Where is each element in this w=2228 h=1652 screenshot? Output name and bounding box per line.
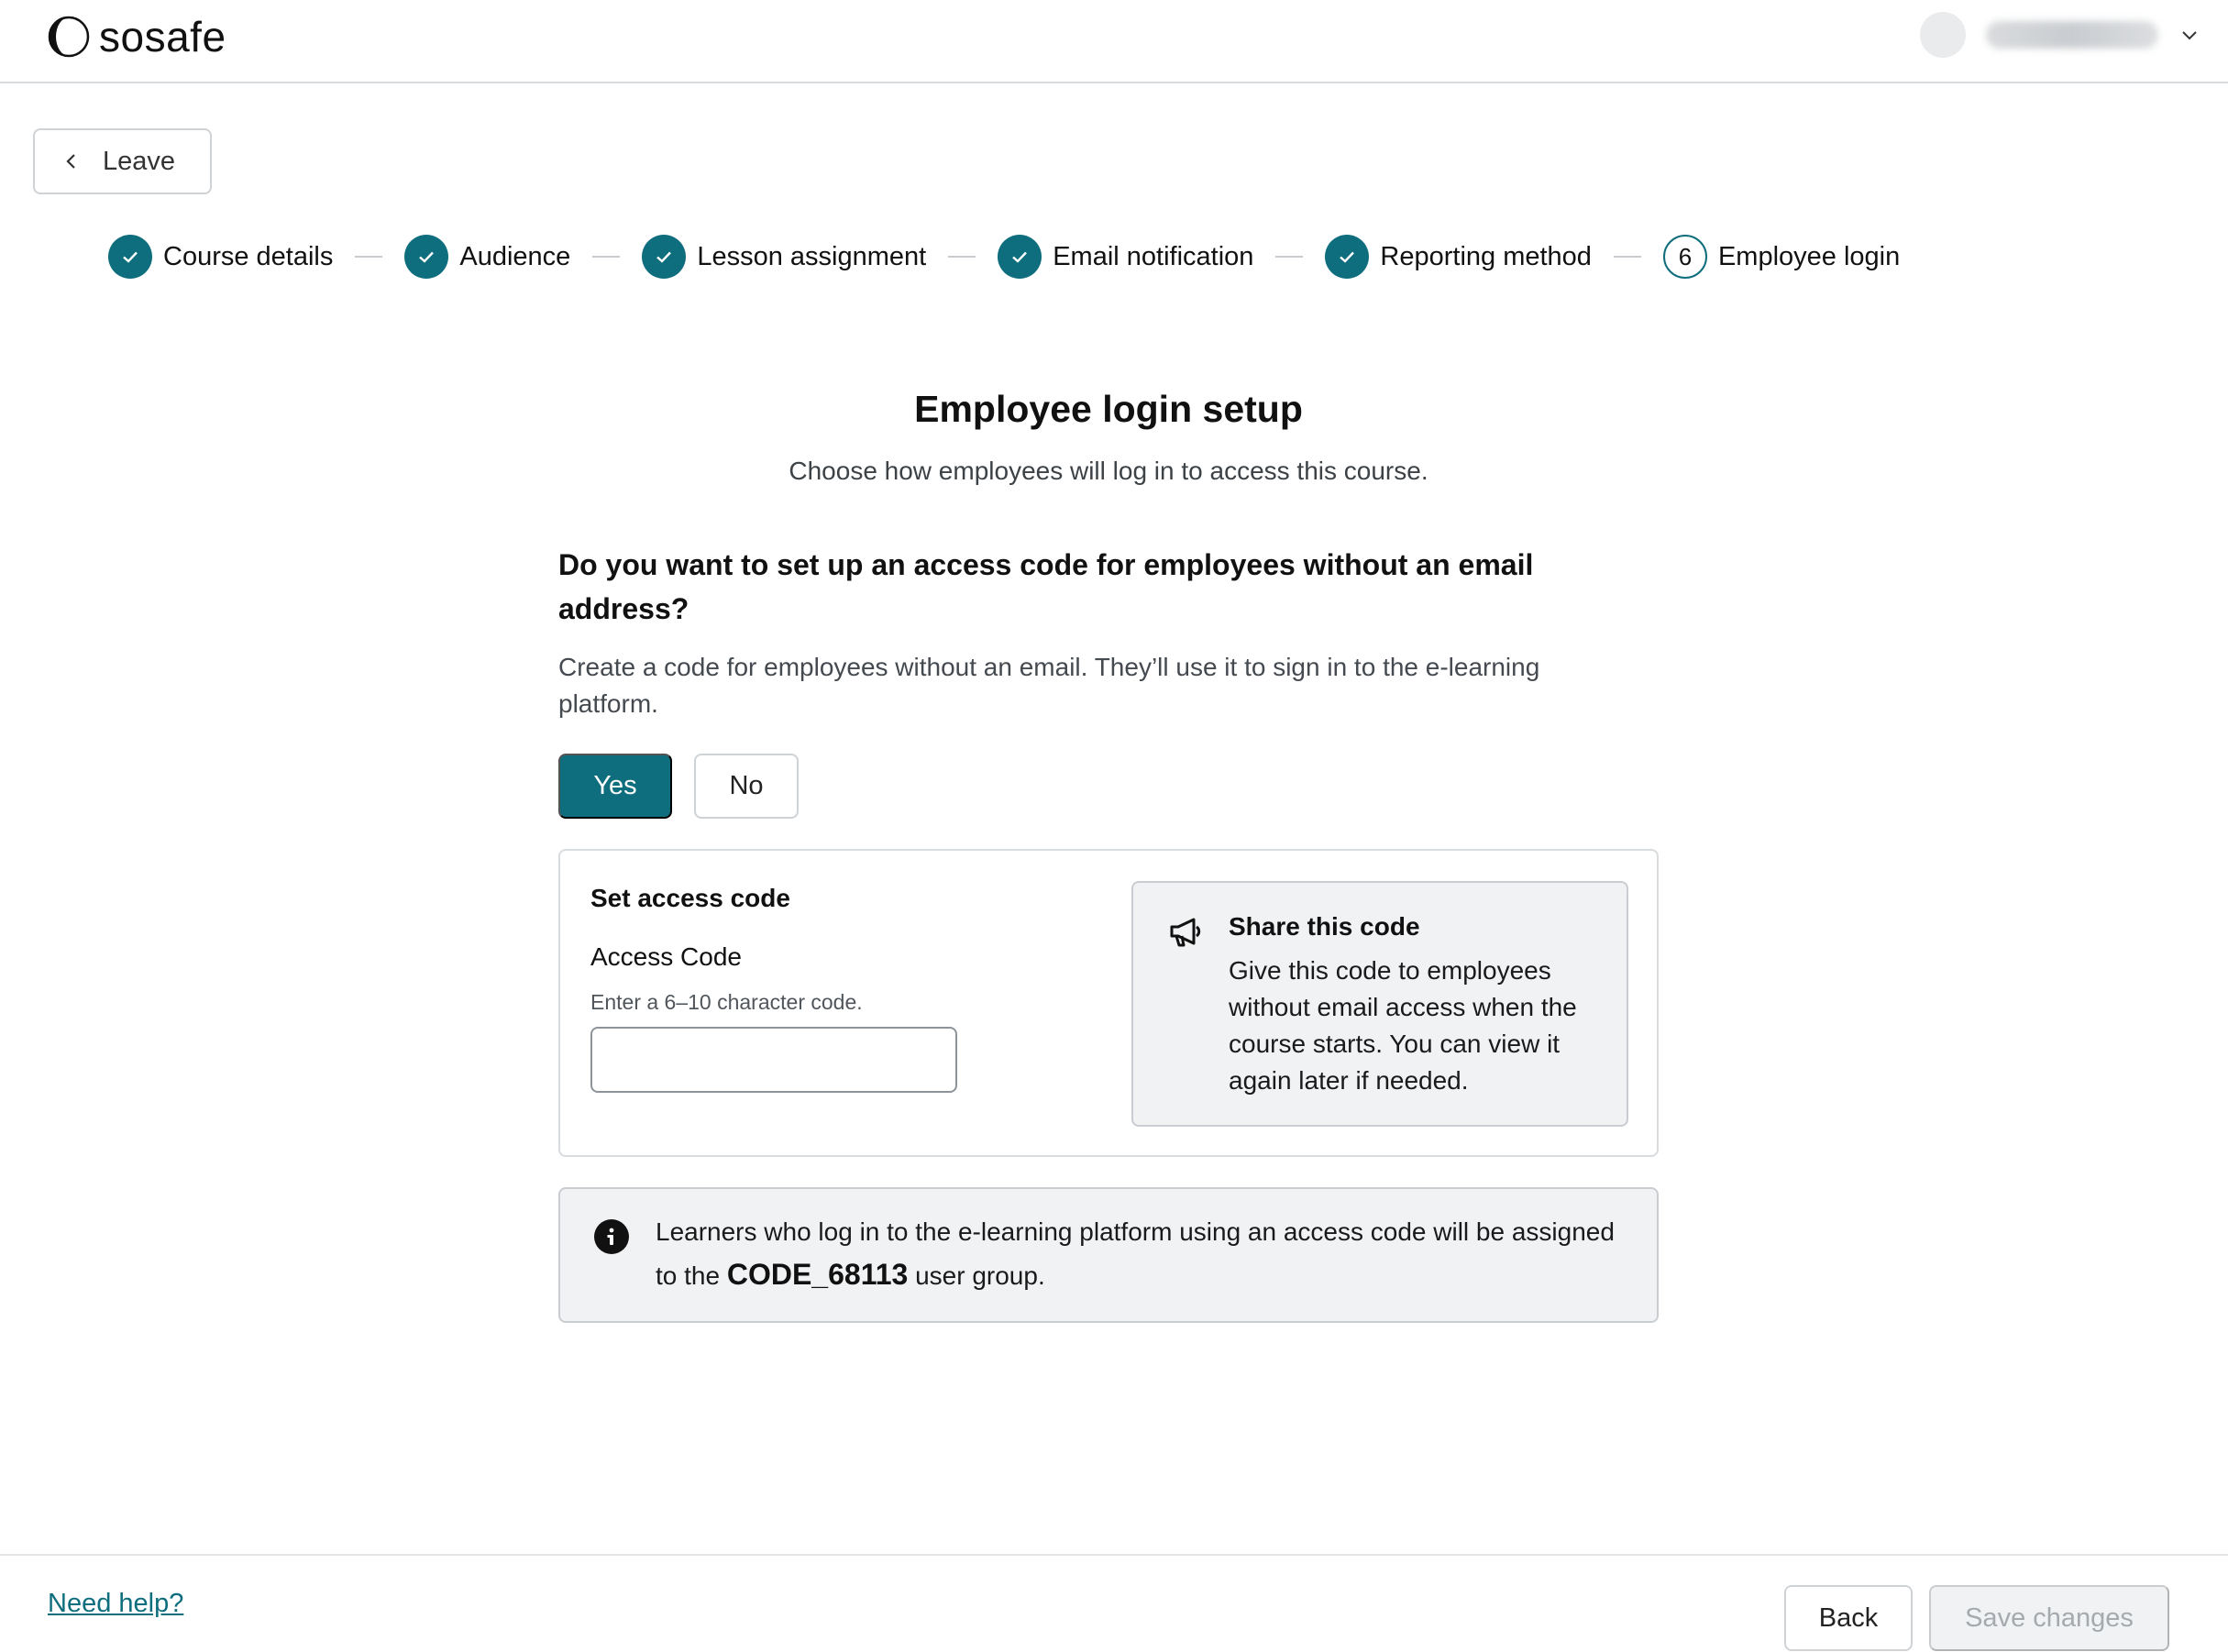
step-separator [1614, 256, 1641, 258]
step-label: Lesson assignment [697, 241, 927, 271]
code-card-title: Set access code [590, 884, 790, 912]
info-text-after: user group. [908, 1261, 1045, 1290]
step-audience[interactable] [404, 235, 570, 279]
access-code-label: Access Code [590, 942, 742, 971]
check-icon [404, 235, 448, 279]
step-email-notification[interactable] [998, 235, 1253, 279]
need-help-link[interactable]: Need help? [48, 1589, 184, 1618]
step-label: Reporting method [1380, 241, 1592, 271]
access-code-hint: Enter a 6–10 character code. [590, 990, 863, 1014]
step-employee-login[interactable] [1663, 235, 1900, 279]
leave-button[interactable] [33, 128, 212, 194]
stepper [108, 233, 1900, 281]
page-subtitle: Choose how employees will log in to access this course. [789, 457, 1428, 485]
chevron-left-icon [62, 152, 81, 171]
question-help: Create a code for employees without an email. They’ll use it to sign in to the e-learning platform. [558, 653, 1540, 718]
share-title: Share this code [1229, 912, 1420, 941]
leave-label: Leave [103, 146, 176, 176]
info-banner [558, 1187, 1659, 1323]
save-changes-button[interactable]: Save changes [1929, 1585, 2169, 1651]
user-menu[interactable] [1920, 11, 2200, 59]
info-icon [593, 1218, 630, 1255]
check-icon [1325, 235, 1369, 279]
access-code-card [558, 849, 1659, 1157]
check-icon [108, 235, 152, 279]
step-label: Employee login [1717, 241, 1901, 271]
logo[interactable] [46, 9, 226, 64]
check-icon [998, 235, 1042, 279]
megaphone-icon [1166, 913, 1205, 952]
access-code-question: Do you want to set up an access code for employees without an email address? [558, 548, 1534, 625]
no-button[interactable]: No [694, 754, 799, 819]
step-label: Email notification [1053, 241, 1254, 271]
access-code-input[interactable] [590, 1027, 957, 1093]
yes-button[interactable]: Yes [558, 754, 672, 819]
user-name [1986, 21, 2158, 49]
group-code: CODE_68113 [726, 1258, 909, 1291]
logo-text: sosafe [99, 13, 226, 61]
step-reporting-method[interactable] [1325, 235, 1592, 279]
avatar[interactable] [1920, 12, 1966, 58]
share-code-box [1131, 881, 1628, 1127]
step-separator [355, 256, 382, 258]
page-title: Employee login setup [914, 388, 1303, 430]
step-label: Audience [459, 241, 571, 271]
step-lesson-assignment[interactable] [642, 235, 926, 279]
choice-group [558, 754, 1659, 819]
step-separator [948, 256, 976, 258]
main-content [558, 385, 1659, 1323]
step-label: Course details [163, 241, 334, 271]
share-text: Give this code to employees without email access when the course starts. You can view it again later if needed. [1229, 956, 1577, 1095]
step-separator [592, 256, 620, 258]
check-icon [642, 235, 686, 279]
info-text-before: Learners who log in to the e-learning platform using an access code will be assigned to the [656, 1217, 1615, 1290]
step-course-details[interactable] [108, 235, 333, 279]
step-number: 6 [1663, 235, 1707, 279]
step-separator [1275, 256, 1303, 258]
back-button[interactable]: Back [1784, 1585, 1913, 1651]
top-bar [0, 0, 2228, 83]
info-text [656, 1211, 1627, 1297]
chevron-down-icon[interactable] [2178, 24, 2200, 46]
logo-mark-icon [46, 14, 92, 60]
footer [0, 1554, 2228, 1652]
